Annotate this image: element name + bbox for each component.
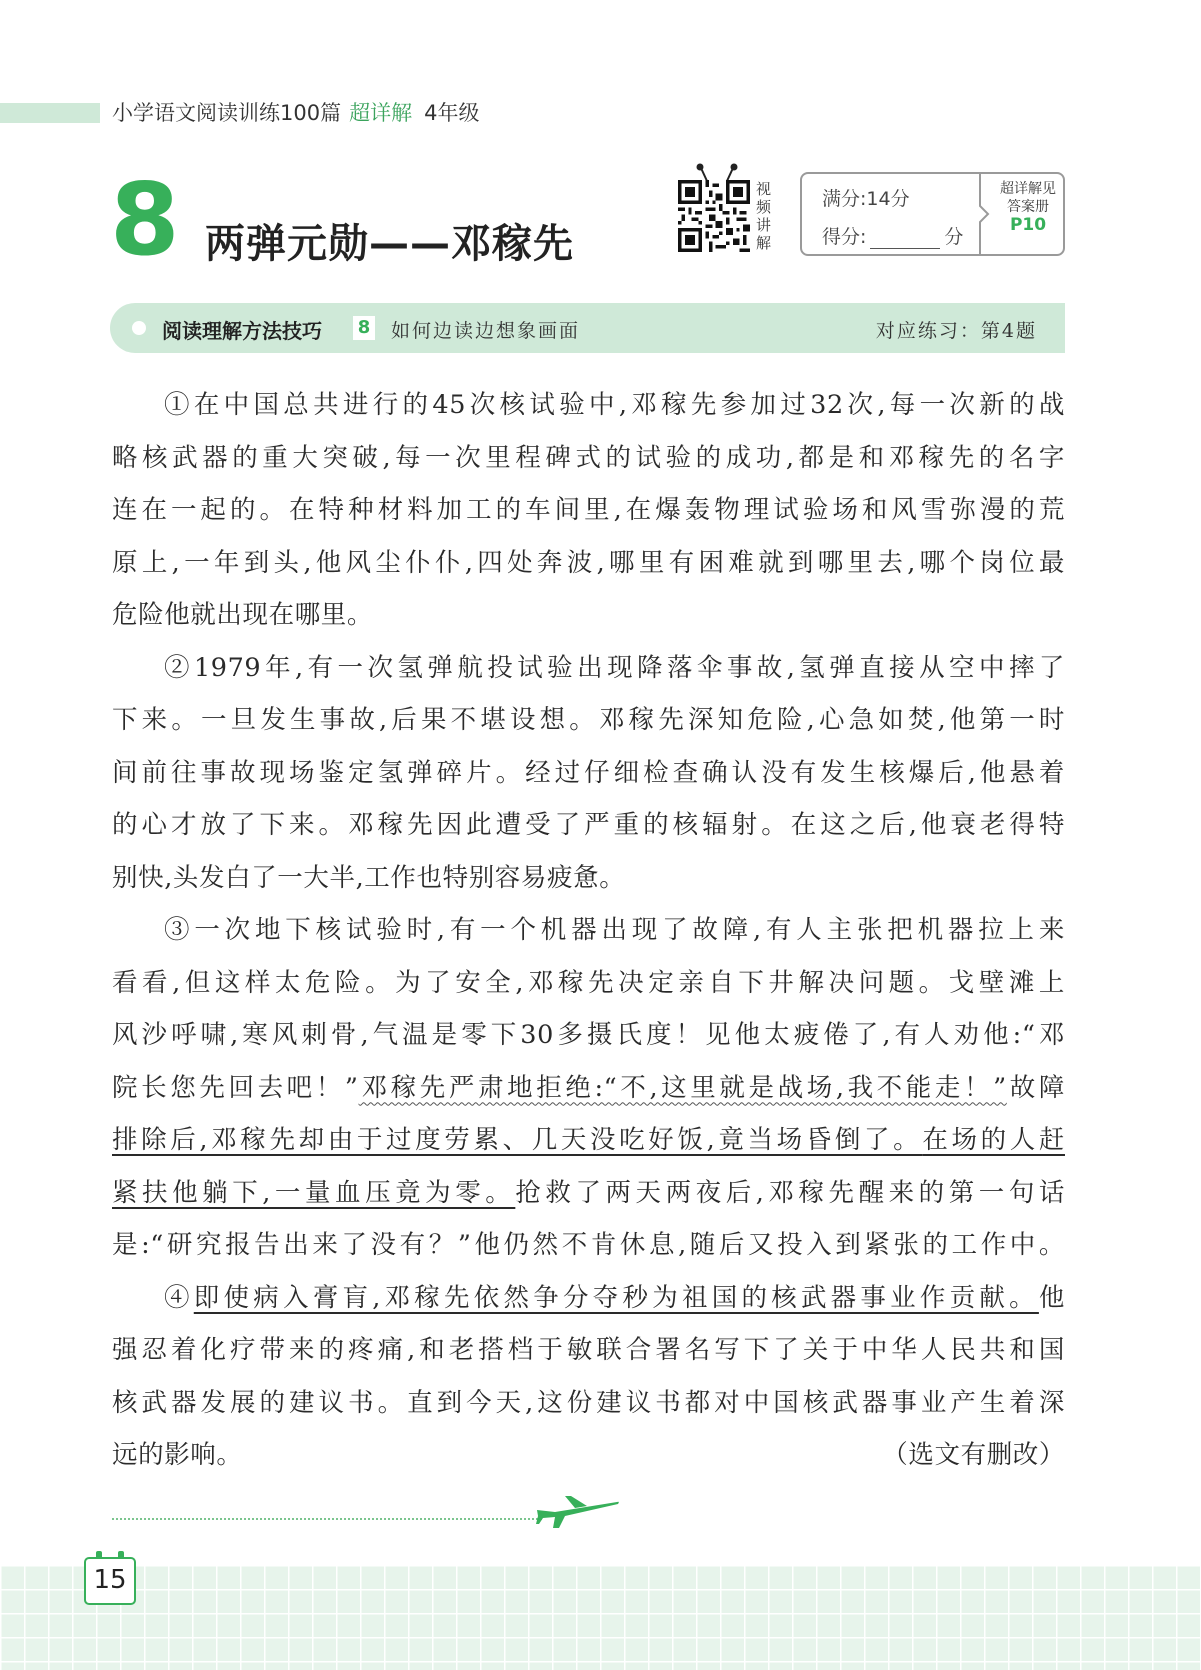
text-line: 原上,一年到头,他风尘仆仆,四处奔波,哪里有困难就到哪里去,哪个岗位最 xyxy=(112,547,1065,578)
method-title: 阅读理解方法技巧 xyxy=(162,319,322,343)
page-number: 15 xyxy=(93,1565,127,1595)
text-line: 危险他就出现在哪里。 xyxy=(112,600,374,630)
footer-grid xyxy=(0,1565,1201,1670)
text-fragment: 院长您先回去吧！” xyxy=(112,1072,359,1103)
page-number-box xyxy=(84,1557,136,1605)
score-blank[interactable] xyxy=(870,232,940,249)
text-line xyxy=(112,1437,1065,1490)
article-body xyxy=(112,387,1065,1490)
method-banner xyxy=(110,303,1065,353)
answer-ref-line: 超详解见 xyxy=(1000,181,1056,197)
text-line: ①在中国总共进行的45次核试验中,邓稼先参加过32次,每一次新的战 xyxy=(164,390,1065,420)
text-line: 间前往事故现场鉴定氢弹碎片。经过仔细检查确认没有发生核爆后,他悬着 xyxy=(112,757,1065,788)
score-divider xyxy=(978,172,992,256)
book-accent: 超详解 xyxy=(349,101,413,125)
text-fragment: 故障 xyxy=(1006,1072,1066,1103)
score-box xyxy=(800,172,1065,256)
underlined-sentence: 即使病入膏肓,邓稼先依然争分夺秒为祖国的核武器事业作贡献。 xyxy=(193,1282,1039,1313)
lesson-title: 两弹元勋——邓稼先 xyxy=(205,221,574,267)
bullet-dot-icon xyxy=(132,321,146,335)
text-line: 下来。一旦发生事故,后果不堪设想。邓稼先深知危险,心急如焚,他第一时 xyxy=(112,705,1065,735)
qr-code-icon[interactable] xyxy=(678,180,750,252)
underlined-sentence: 排除后,邓稼先却由于过度劳累、几天没吃好饭,竟当场昏倒了。 xyxy=(112,1125,923,1155)
paragraph-marker: ④ xyxy=(164,1282,194,1313)
airplane-icon xyxy=(535,1490,620,1530)
answer-ref-page: P10 xyxy=(1009,215,1047,235)
book-title: 小学语文阅读训练100篇 xyxy=(112,101,342,125)
qr-label xyxy=(756,180,776,252)
answer-reference xyxy=(992,180,1064,234)
header-accent-bar xyxy=(0,103,100,123)
full-score: 满分:14分 xyxy=(822,188,910,210)
underlined-sentence: 紧扶他躺下,一量血压竟为零。 xyxy=(112,1177,516,1208)
wavy-underlined-sentence: 邓稼先严肃地拒绝:“不,这里就是战场,我不能走！” xyxy=(358,1072,1007,1103)
text-line: ③一次地下核试验时,有一个机器出现了故障,有人主张把机器拉上来 xyxy=(164,915,1065,945)
text-line: 看看,但这样太危险。为了安全,邓稼先决定亲自下井解决问题。戈壁滩上 xyxy=(112,967,1065,998)
text-fragment: 他 xyxy=(1038,1282,1065,1313)
dotted-divider xyxy=(112,1518,542,1520)
text-line: 别快,头发白了一大半,工作也特别容易疲惫。 xyxy=(112,862,626,893)
text-fragment: 抢救了两天两夜后,邓稼先醒来的第一句话 xyxy=(515,1177,1065,1208)
score-entry xyxy=(822,222,963,249)
qr-label-char: 视 xyxy=(756,180,772,198)
qr-label-char: 频 xyxy=(756,198,772,216)
lesson-number: 8 xyxy=(110,161,180,278)
calendar-tab-icon xyxy=(118,1551,124,1559)
book-grade: 4年级 xyxy=(424,101,480,125)
qr-label-char: 解 xyxy=(756,234,772,252)
text-line: 连在一起的。在特种材料加工的车间里,在爆轰物理试验场和风雪弥漫的荒 xyxy=(112,495,1065,525)
qr-label-char: 讲 xyxy=(756,216,772,234)
practice-reference: 对应练习：第4题 xyxy=(875,320,1037,342)
text-line: 强忍着化疗带来的疼痛,和老搭档于敏联合署名写下了关于中华人民共和国 xyxy=(112,1335,1065,1365)
text-line xyxy=(112,1175,1065,1228)
source-note: （选文有删改） xyxy=(882,1440,1065,1470)
text-line xyxy=(112,1122,1065,1175)
text-line: 略核武器的重大突破,每一次里程碑式的试验的成功,都是和邓稼先的名字 xyxy=(112,442,1065,473)
text-line: ②1979年,有一次氢弹航投试验出现降落伞事故,氢弹直接从空中摔了 xyxy=(164,652,1065,683)
text-line xyxy=(112,1280,1065,1333)
score-label: 得分: xyxy=(822,226,867,248)
calendar-tab-icon xyxy=(96,1551,102,1559)
underlined-sentence: 在场的人赶 xyxy=(922,1125,1065,1155)
text-fragment: 远的影响。 xyxy=(112,1440,243,1470)
text-line: 风沙呼啸,寒风刺骨,气温是零下30多摄氏度！见他太疲倦了,有人劝他:“邓 xyxy=(112,1020,1065,1050)
book-header xyxy=(112,97,479,127)
method-number: 8 xyxy=(353,316,375,340)
answer-ref-line: 答案册 xyxy=(1007,199,1049,215)
method-subtitle: 如何边读边想象画面 xyxy=(391,320,581,342)
text-line: 是:“研究报告出来了没有？”他仍然不肯休息,随后又投入到紧张的工作中。 xyxy=(112,1230,1065,1260)
text-line: 的心才放了下来。邓稼先因此遭受了严重的核辐射。在这之后,他衰老得特 xyxy=(112,810,1065,840)
score-unit: 分 xyxy=(944,226,964,248)
text-line xyxy=(112,1070,1065,1123)
text-line: 核武器发展的建议书。直到今天,这份建议书都对中国核武器事业产生着深 xyxy=(112,1387,1065,1418)
